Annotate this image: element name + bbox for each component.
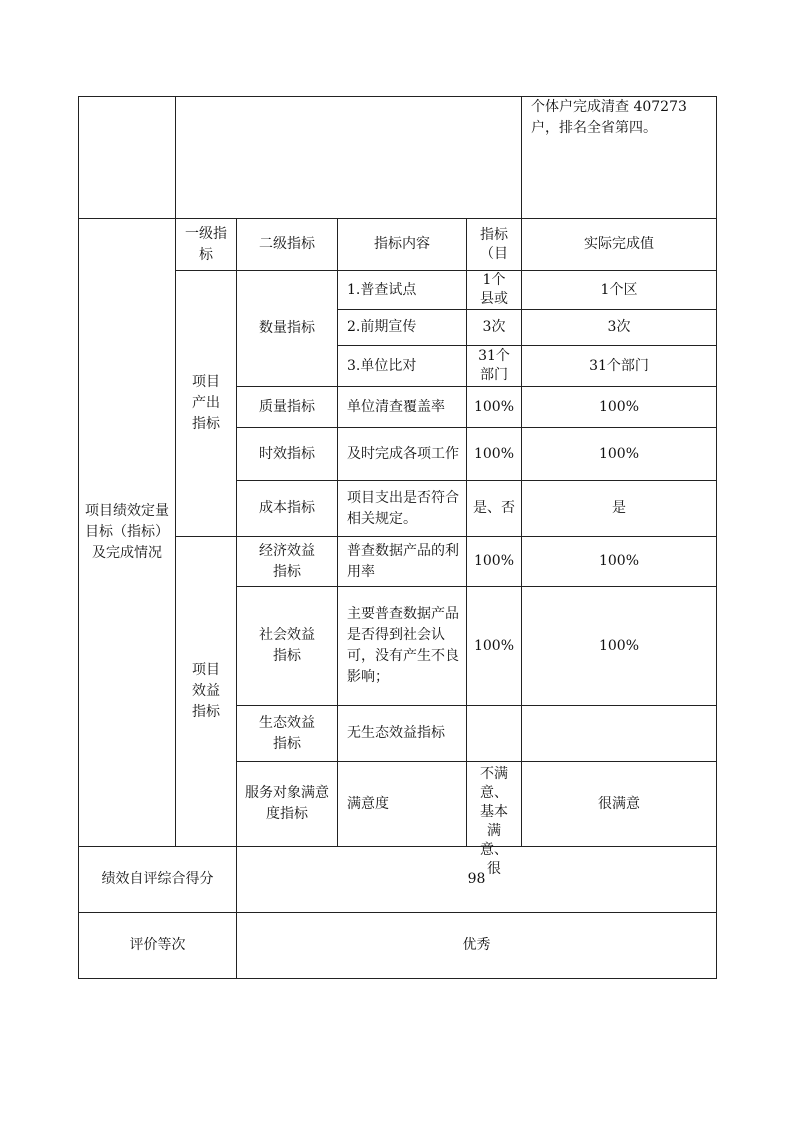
satisfaction-actual: 很满意 [522, 762, 717, 847]
social-target: 100% [467, 587, 522, 706]
quality-actual: 100% [522, 387, 717, 428]
satisfaction-content: 满意度 [338, 762, 467, 847]
economic-actual: 100% [522, 537, 717, 587]
timeliness-content: 及时完成各项工作 [338, 428, 467, 481]
economic-content: 普查数据产品的利用率 [338, 537, 467, 587]
grade-row [79, 913, 717, 979]
quality-target: 100% [467, 387, 522, 428]
header-target: 指标（目 [467, 219, 522, 271]
cost-label: 成本指标 [237, 481, 338, 537]
cost-content: 项目支出是否符合相关规定。 [338, 481, 467, 537]
score-row [79, 847, 717, 913]
quality-content: 单位清查覆盖率 [338, 387, 467, 428]
satisfaction-label: 服务对象满意度指标 [237, 762, 338, 847]
q2-content: 2.前期宣传 [338, 310, 467, 346]
timeliness-label: 时效指标 [237, 428, 338, 481]
timeliness-actual: 100% [522, 428, 717, 481]
social-label: 社会效益指标 [237, 587, 338, 706]
grade-value: 优秀 [237, 913, 717, 979]
q1-actual: 1个区 [522, 271, 717, 310]
satisfaction-target: 不满意、基本满意、很 [467, 762, 522, 847]
section-label-cell [79, 219, 176, 847]
header-actual: 实际完成值 [522, 219, 717, 271]
section-label: 项目绩效定量目标（指标）及完成情况 [85, 503, 169, 561]
output-group-label: 项目产出指标 [192, 374, 220, 432]
output-group-cell [176, 271, 237, 537]
q3-content: 3.单位比对 [338, 346, 467, 387]
ecological-actual [522, 706, 717, 762]
q3-target: 31个部门 [467, 346, 522, 387]
blank-cell [176, 97, 522, 219]
performance-table [78, 96, 717, 979]
quantity-label: 数量指标 [237, 271, 338, 387]
ecological-content: 无生态效益指标 [338, 706, 467, 762]
timeliness-target: 100% [467, 428, 522, 481]
q1-target: 1个县或 [467, 271, 522, 310]
benefit-group-label: 项目效益指标 [192, 662, 220, 720]
cost-target: 是、否 [467, 481, 522, 537]
q2-target: 3次 [467, 310, 522, 346]
score-value: 98 [237, 847, 717, 913]
q2-actual: 3次 [522, 310, 717, 346]
continuation-row [79, 97, 717, 219]
social-content: 主要普查数据产品是否得到社会认可，没有产生不良影响； [338, 587, 467, 706]
ecological-target [467, 706, 522, 762]
score-label: 绩效自评综合得分 [79, 847, 237, 913]
q3-actual: 31个部门 [522, 346, 717, 387]
header-level2: 二级指标 [237, 219, 338, 271]
ecological-label: 生态效益指标 [237, 706, 338, 762]
quality-label: 质量指标 [237, 387, 338, 428]
header-row [79, 219, 717, 271]
q1-content: 1.普查试点 [338, 271, 467, 310]
economic-label: 经济效益指标 [237, 537, 338, 587]
social-actual: 100% [522, 587, 717, 706]
grade-label: 评价等次 [79, 913, 237, 979]
cost-actual: 是 [522, 481, 717, 537]
benefit-group-cell [176, 537, 237, 847]
blank-cell [79, 97, 176, 219]
economic-target: 100% [467, 537, 522, 587]
top-note: 个体户完成清查 407273 户，排名全省第四。 [522, 97, 717, 219]
header-content: 指标内容 [338, 219, 467, 271]
header-level1: 一级指标 [176, 219, 237, 271]
